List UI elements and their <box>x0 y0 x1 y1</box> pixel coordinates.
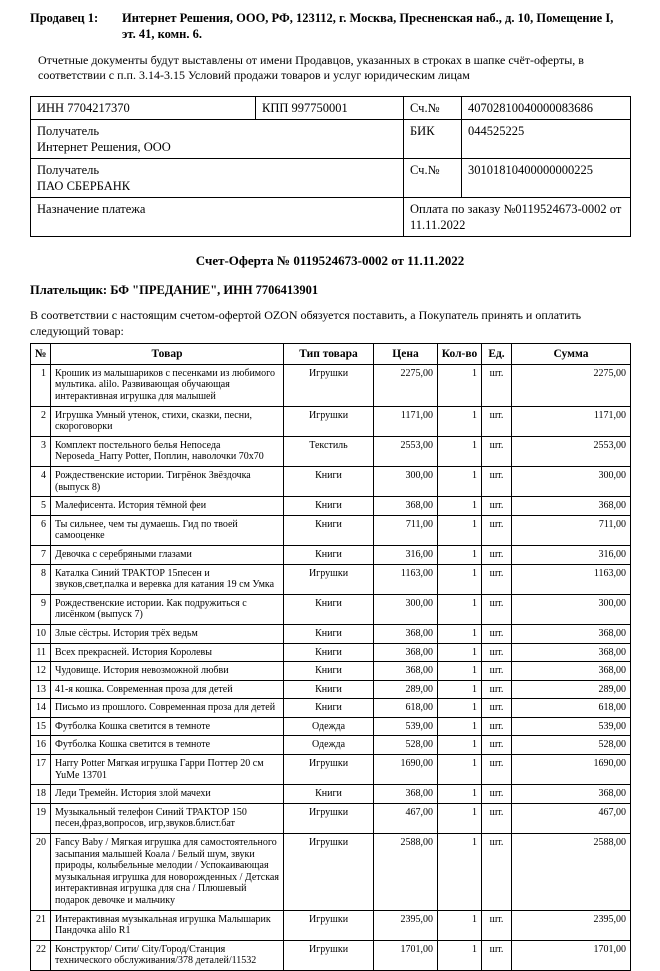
item-price: 368,00 <box>374 785 438 804</box>
item-sum: 316,00 <box>512 545 631 564</box>
item-number: 4 <box>31 466 51 496</box>
item-sum: 1701,00 <box>512 940 631 970</box>
item-number: 8 <box>31 564 51 594</box>
item-qty: 1 <box>438 515 482 545</box>
table-row <box>31 624 631 643</box>
item-type: Книги <box>284 662 374 681</box>
item-qty: 1 <box>438 736 482 755</box>
table-row <box>31 643 631 662</box>
item-sum: 2395,00 <box>512 910 631 940</box>
item-number: 2 <box>31 406 51 436</box>
item-qty: 1 <box>438 910 482 940</box>
account-value-cell: 40702810040000083686 <box>462 97 631 120</box>
item-number: 16 <box>31 736 51 755</box>
bank-name: ПАО СБЕРБАНК <box>37 179 131 194</box>
item-name: Ты сильнее, чем ты думаешь. Гид по твоей самооценке <box>51 515 284 545</box>
item-price: 368,00 <box>374 497 438 516</box>
item-price: 300,00 <box>374 594 438 624</box>
item-sum: 368,00 <box>512 497 631 516</box>
table-row <box>31 680 631 699</box>
item-number: 10 <box>31 624 51 643</box>
intro-text: В соответствии с настоящим счетом-офертой OZON обязуется поставить, а Покупатель принять и оплатить следующий товар: <box>30 308 582 338</box>
item-number: 14 <box>31 699 51 718</box>
column-header-name: Товар <box>51 343 284 364</box>
bik-value-cell: 044525225 <box>462 120 631 159</box>
item-name: Fancy Baby / Мягкая игрушка для самостоятельного засыпания малышей Коала / Белый шум, звуки природы, колыбельные мелодии / Успокаивающая музыкальная игрушка для новорожденных / Детская интерактивная игрушка для сна / Плюшевый подарок девочке и мальчику <box>51 834 284 911</box>
item-price: 711,00 <box>374 515 438 545</box>
table-row <box>31 717 631 736</box>
table-row <box>31 755 631 785</box>
item-price: 1171,00 <box>374 406 438 436</box>
item-qty: 1 <box>438 497 482 516</box>
item-price: 528,00 <box>374 736 438 755</box>
account-label-cell: Сч.№ <box>404 97 462 120</box>
invoice-title: Счет-Оферта № 0119524673-0002 от 11.11.2022 <box>195 253 465 269</box>
item-name: Чудовище. История невозможной любви <box>51 662 284 681</box>
item-type: Игрушки <box>284 406 374 436</box>
seller-address: Интернет Решения, ООО, РФ, 123112, г. Москва, Пресненская наб., д. 10, Помещение I, эт. 41, комн. 6. <box>122 11 614 42</box>
item-name: Каталка Синий ТРАКТОР 15песен и звуков,свет,палка и веревка для катания 19 см Умка <box>51 564 284 594</box>
table-row <box>31 364 631 406</box>
item-type: Книги <box>284 643 374 662</box>
item-qty: 1 <box>438 364 482 406</box>
item-name: Конструктор/ Сити/ City/Город/Станция технического обслуживания/378 деталей/11532 <box>51 940 284 970</box>
item-number: 19 <box>31 803 51 833</box>
item-type: Книги <box>284 545 374 564</box>
item-unit: шт. <box>482 515 512 545</box>
item-name: Леди Тремейн. История злой мачехи <box>51 785 284 804</box>
column-header-qty: Кол-во <box>438 343 482 364</box>
item-unit: шт. <box>482 834 512 911</box>
item-price: 316,00 <box>374 545 438 564</box>
item-unit: шт. <box>482 755 512 785</box>
column-header-type: Тип товара <box>284 343 374 364</box>
item-sum: 368,00 <box>512 643 631 662</box>
item-sum: 368,00 <box>512 785 631 804</box>
table-row <box>31 436 631 466</box>
bank-row-inn <box>31 97 631 120</box>
bank-row-recipient <box>31 120 631 159</box>
item-number: 22 <box>31 940 51 970</box>
item-unit: шт. <box>482 406 512 436</box>
item-number: 3 <box>31 436 51 466</box>
item-number: 15 <box>31 717 51 736</box>
item-number: 9 <box>31 594 51 624</box>
item-number: 13 <box>31 680 51 699</box>
item-type: Игрушки <box>284 910 374 940</box>
item-sum: 711,00 <box>512 515 631 545</box>
item-number: 7 <box>31 545 51 564</box>
item-qty: 1 <box>438 940 482 970</box>
inn-cell: ИНН 7704217370 <box>31 97 256 120</box>
item-sum: 2588,00 <box>512 834 631 911</box>
table-row <box>31 466 631 496</box>
bank-details-table <box>30 96 631 237</box>
table-row <box>31 594 631 624</box>
item-sum: 368,00 <box>512 662 631 681</box>
item-price: 2395,00 <box>374 910 438 940</box>
corr-value-cell: 30101810400000000225 <box>462 159 631 198</box>
item-sum: 2553,00 <box>512 436 631 466</box>
item-unit: шт. <box>482 497 512 516</box>
item-qty: 1 <box>438 564 482 594</box>
item-sum: 300,00 <box>512 594 631 624</box>
item-type: Игрушки <box>284 564 374 594</box>
bank-row-bank <box>31 159 631 198</box>
item-unit: шт. <box>482 662 512 681</box>
table-row <box>31 545 631 564</box>
item-type: Игрушки <box>284 755 374 785</box>
item-name: Комплект постельного белья Непоседа Neposeda_Harry Potter, Поплин, наволочки 70x70 <box>51 436 284 466</box>
item-name: Музыкальный телефон Синий ТРАКТОР 150 песен,фраз,вопросов, игр,звуков.блист.бат <box>51 803 284 833</box>
item-price: 289,00 <box>374 680 438 699</box>
item-unit: шт. <box>482 466 512 496</box>
item-unit: шт. <box>482 940 512 970</box>
item-type: Книги <box>284 497 374 516</box>
kpp-cell: КПП 997750001 <box>256 97 404 120</box>
item-name: Футболка Кошка светится в темноте <box>51 717 284 736</box>
item-qty: 1 <box>438 699 482 718</box>
column-header-sum: Сумма <box>512 343 631 364</box>
item-price: 368,00 <box>374 643 438 662</box>
header-row <box>31 343 631 364</box>
seller-label: Продавец 1: <box>30 11 99 25</box>
item-sum: 618,00 <box>512 699 631 718</box>
item-unit: шт. <box>482 736 512 755</box>
item-price: 618,00 <box>374 699 438 718</box>
item-name: Девочка с серебряными глазами <box>51 545 284 564</box>
item-sum: 467,00 <box>512 803 631 833</box>
item-unit: шт. <box>482 803 512 833</box>
table-row <box>31 834 631 911</box>
table-row <box>31 736 631 755</box>
recipient-name: Интернет Решения, ООО <box>37 140 171 155</box>
purpose-value-cell: Оплата по заказу №0119524673-0002 от 11.11.2022 <box>404 198 631 237</box>
item-sum: 1690,00 <box>512 755 631 785</box>
item-name: Письмо из прошлого. Современная проза для детей <box>51 699 284 718</box>
bank-cell <box>31 159 404 198</box>
item-qty: 1 <box>438 466 482 496</box>
item-type: Книги <box>284 515 374 545</box>
item-unit: шт. <box>482 545 512 564</box>
table-row <box>31 910 631 940</box>
item-sum: 539,00 <box>512 717 631 736</box>
table-row <box>31 497 631 516</box>
item-qty: 1 <box>438 785 482 804</box>
item-qty: 1 <box>438 594 482 624</box>
item-name: Футболка Кошка светится в темноте <box>51 736 284 755</box>
column-header-num: № <box>31 343 51 364</box>
payer-line: Плательщик: БФ "ПРЕДАНИЕ", ИНН 7706413901 <box>30 283 319 298</box>
item-sum: 300,00 <box>512 466 631 496</box>
item-type: Игрушки <box>284 803 374 833</box>
item-qty: 1 <box>438 624 482 643</box>
item-sum: 2275,00 <box>512 364 631 406</box>
item-unit: шт. <box>482 594 512 624</box>
item-type: Книги <box>284 594 374 624</box>
item-number: 1 <box>31 364 51 406</box>
report-documents-note: Отчетные документы будут выставлены от имени Продавцов, указанных в строках в шапке счёт-оферты, в соответствии с п.п. 3.14-3.15 Условий продажи товаров и услуг юридическим лицам <box>38 52 584 83</box>
item-unit: шт. <box>482 624 512 643</box>
items-table-body <box>31 364 631 970</box>
item-number: 20 <box>31 834 51 911</box>
item-name: Интерактивная музыкальная игрушка Малышарик Пандочка alilo R1 <box>51 910 284 940</box>
item-price: 368,00 <box>374 624 438 643</box>
table-row <box>31 940 631 970</box>
item-price: 539,00 <box>374 717 438 736</box>
item-number: 11 <box>31 643 51 662</box>
item-unit: шт. <box>482 699 512 718</box>
purpose-label-cell: Назначение платежа <box>31 198 404 237</box>
item-qty: 1 <box>438 643 482 662</box>
item-type: Игрушки <box>284 834 374 911</box>
bik-label-cell: БИК <box>404 120 462 159</box>
item-type: Книги <box>284 785 374 804</box>
item-sum: 1171,00 <box>512 406 631 436</box>
item-name: Рождественские истории. Тигрёнок Звёздочка (выпуск 8) <box>51 466 284 496</box>
item-name: Игрушка Умный утенок, стихи, сказки, песни, скороговорки <box>51 406 284 436</box>
table-row <box>31 564 631 594</box>
item-price: 1701,00 <box>374 940 438 970</box>
item-unit: шт. <box>482 436 512 466</box>
item-type: Книги <box>284 699 374 718</box>
item-qty: 1 <box>438 834 482 911</box>
corr-label-cell: Сч.№ <box>404 159 462 198</box>
item-unit: шт. <box>482 680 512 699</box>
items-table <box>30 343 631 971</box>
item-unit: шт. <box>482 910 512 940</box>
item-name: 41-я кошка. Современная проза для детей <box>51 680 284 699</box>
item-sum: 289,00 <box>512 680 631 699</box>
item-type: Одежда <box>284 736 374 755</box>
item-price: 467,00 <box>374 803 438 833</box>
item-unit: шт. <box>482 785 512 804</box>
bank-row-purpose <box>31 198 631 237</box>
item-name: Малефисента. История тёмной феи <box>51 497 284 516</box>
item-price: 300,00 <box>374 466 438 496</box>
item-sum: 368,00 <box>512 624 631 643</box>
item-price: 1690,00 <box>374 755 438 785</box>
item-number: 6 <box>31 515 51 545</box>
item-sum: 528,00 <box>512 736 631 755</box>
column-header-price: Цена <box>374 343 438 364</box>
item-unit: шт. <box>482 717 512 736</box>
item-type: Книги <box>284 624 374 643</box>
items-table-header <box>31 343 631 364</box>
bank-label: Получатель <box>37 163 100 178</box>
item-type: Книги <box>284 466 374 496</box>
item-price: 1163,00 <box>374 564 438 594</box>
item-qty: 1 <box>438 436 482 466</box>
item-number: 5 <box>31 497 51 516</box>
item-price: 368,00 <box>374 662 438 681</box>
item-qty: 1 <box>438 680 482 699</box>
item-qty: 1 <box>438 717 482 736</box>
table-row <box>31 803 631 833</box>
item-price: 2275,00 <box>374 364 438 406</box>
item-type: Книги <box>284 680 374 699</box>
item-qty: 1 <box>438 662 482 681</box>
table-row <box>31 699 631 718</box>
item-number: 18 <box>31 785 51 804</box>
table-row <box>31 515 631 545</box>
item-unit: шт. <box>482 364 512 406</box>
item-qty: 1 <box>438 803 482 833</box>
item-price: 2553,00 <box>374 436 438 466</box>
item-name: Крошик из малышариков с песенками из любимого мультика. alilo. Развивающая обучающая интерактивная игрушка для малышей <box>51 364 284 406</box>
item-type: Одежда <box>284 717 374 736</box>
item-qty: 1 <box>438 545 482 564</box>
item-type: Игрушки <box>284 940 374 970</box>
item-name: Harry Potter Мягкая игрушка Гарри Поттер 20 см YuMe 13701 <box>51 755 284 785</box>
item-qty: 1 <box>438 755 482 785</box>
recipient-cell <box>31 120 404 159</box>
item-number: 12 <box>31 662 51 681</box>
recipient-label: Получатель <box>37 124 100 139</box>
item-type: Игрушки <box>284 364 374 406</box>
column-header-unit: Ед. <box>482 343 512 364</box>
table-row <box>31 406 631 436</box>
item-unit: шт. <box>482 643 512 662</box>
seller-block <box>30 10 630 43</box>
item-sum: 1163,00 <box>512 564 631 594</box>
item-type: Текстиль <box>284 436 374 466</box>
item-price: 2588,00 <box>374 834 438 911</box>
item-number: 21 <box>31 910 51 940</box>
item-qty: 1 <box>438 406 482 436</box>
item-name: Злые сёстры. История трёх ведьм <box>51 624 284 643</box>
item-name: Всех прекрасней. История Королевы <box>51 643 284 662</box>
item-name: Рождественские истории. Как подружиться с лисёнком (выпуск 7) <box>51 594 284 624</box>
item-number: 17 <box>31 755 51 785</box>
item-unit: шт. <box>482 564 512 594</box>
table-row <box>31 785 631 804</box>
table-row <box>31 662 631 681</box>
